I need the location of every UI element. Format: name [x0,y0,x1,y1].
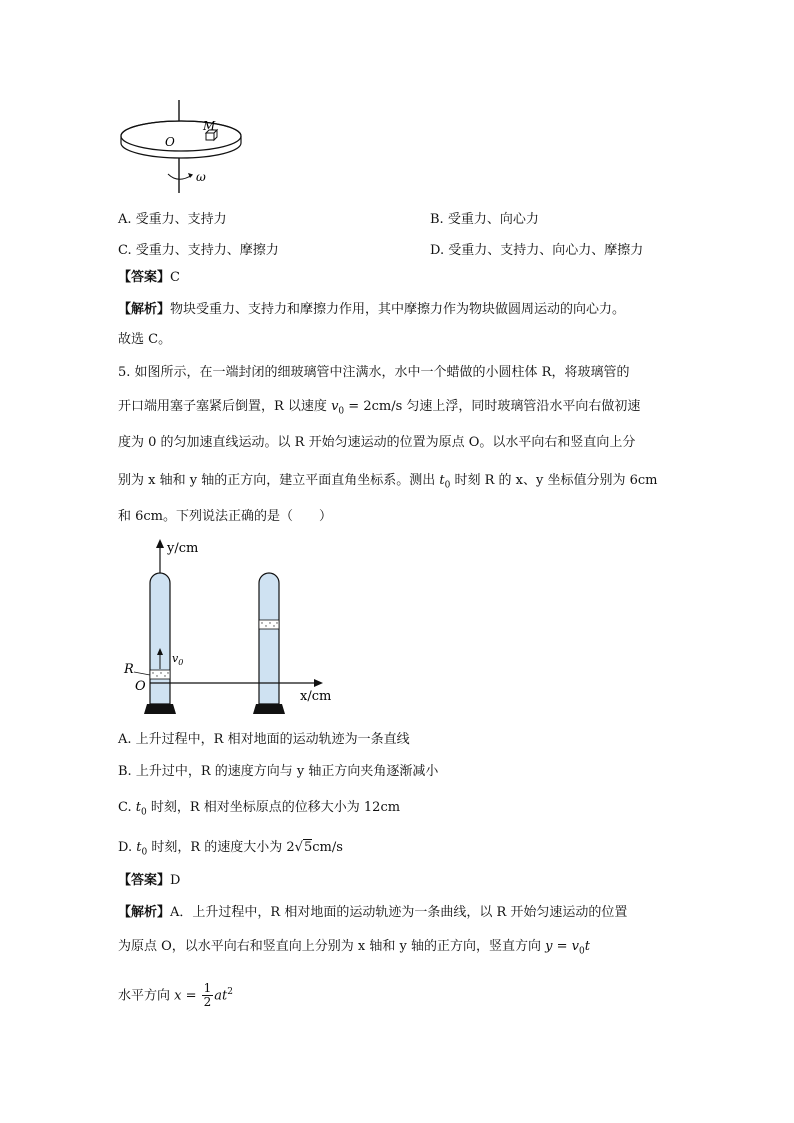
vertical-equation: y = v [545,939,579,954]
t0-subscript: 0 [444,480,451,491]
q5-analysis-line2 [118,938,590,961]
y-axis-label: y/cm [167,541,199,556]
option-d-letter: D. [118,840,137,855]
option-d-radicand: 5 [303,840,313,855]
q4-option-c: C. 受重力、支持力、摩擦力 [118,243,279,258]
option-c-t0-subscript: 0 [140,807,147,818]
horizontal-equation: x = [174,988,201,1004]
q4-option-d: D. 受重力、支持力、向心力、摩擦力 [430,243,644,258]
q5-line4-text: 别为 x 轴和 y 轴的正方向，建立平面直角坐标系。测出 [118,473,440,488]
q5-option-b: B. 上升过中，R 的速度方向与 y 轴正方向夹角逐渐减小 [118,764,439,779]
analysis-text: A．上升过程中，R 相对地面的运动轨迹为一条曲线，以 R 开始匀速运动的位置 [170,905,628,920]
q5-line2-text: 开口端用塞子塞紧后倒置，R 以速度 [118,399,332,414]
answer-value: D [170,873,181,888]
vertical-equation-subscript: 0 [579,946,585,957]
v0-subscript: 0 [338,406,345,417]
squared-exponent: 2 [227,987,233,997]
q4-analysis-line2: 故选 C。 [118,332,172,347]
glass-tube-figure [118,536,358,718]
q5-analysis-line1 [118,904,627,922]
q4-option-b: B. 受重力、向心力 [430,212,539,227]
answer-tag: 【答案】 [118,873,171,888]
t0-symbol: t [439,473,445,488]
option-d-t0-subscript: 0 [141,847,148,858]
one-half-fraction [202,982,214,1009]
analysis-text: 物块受重力、支持力和摩擦力作用，其中摩擦力作为物块做圆周运动的向心力。 [170,302,626,317]
option-d-unit: cm/s [312,840,343,855]
horizontal-equation-at: at [214,988,228,1004]
q5-line1: 5. 如图所示，在一端封闭的细玻璃管中注满水，水中一个蜡做的小圆柱体 R，将玻璃管的 [118,365,630,380]
rotating-disk-figure [112,96,252,196]
r-label: R [124,662,134,677]
q5-line3: 度为 0 的匀加速直线运动。以 R 开始匀速运动的位置为原点 O。以水平向右和竖直向上分 [118,435,636,450]
q5-answer [118,872,180,890]
q4-analysis-line1 [118,301,625,319]
q4-option-a: A. 受重力、支持力 [118,212,227,227]
q5-line2-rest: 匀速上浮，同时玻璃管沿水平向右做初速 [402,399,641,414]
q5-line5: 和 6cm。下列说法正确的是（ ） [118,509,333,524]
analysis-line3-text: 水平方向 [118,988,175,1004]
v0-label [172,652,183,667]
o-label: O [135,679,146,694]
q5-analysis-line3 [118,974,233,1010]
option-c-letter: C. [118,800,136,815]
option-c-t0: t [135,800,141,815]
q5-option-d: D. $t_0$ 时刻，R 的速度大小为 2√5cm/s [118,840,343,858]
v0-value: = 2cm/s [344,399,403,414]
q5-line4-rest: 时刻 R 的 x、y 坐标值分别为 6cm [450,473,658,488]
v0-symbol: v [331,399,339,414]
analysis-tag: 【解析】 [118,302,171,317]
v-label-text: v [172,652,179,665]
option-d-text: 时刻，R 的速度大小为 2 [147,840,295,855]
x-axis-label: x/cm [300,689,332,704]
q4-answer [118,269,180,287]
q5-option-a: A. 上升过程中，R 相对地面的运动轨迹为一条直线 [118,732,410,747]
option-c-text: 时刻，R 相对坐标原点的位移大小为 12cm [146,800,401,815]
q5-option-c [118,796,400,818]
answer-value: C [170,270,180,285]
q5-line2 [118,398,640,421]
mass-label: M [203,119,216,133]
answer-tag: 【答案】 [118,270,171,285]
option-d-t0: t [136,840,142,855]
q5-line4 [118,472,657,495]
analysis-line2-text: 为原点 O，以水平向右和竖直向上分别为 x 轴和 y 轴的正方向，竖直方向 [118,939,546,954]
analysis-tag: 【解析】 [118,905,171,920]
origin-label: O [165,135,175,149]
fraction-numerator: 1 [203,981,212,996]
omega-label: ω [196,170,206,184]
fraction-denominator: 2 [203,995,212,1010]
vertical-equation-t: t [584,939,590,954]
v-label-subscript: 0 [178,658,184,667]
